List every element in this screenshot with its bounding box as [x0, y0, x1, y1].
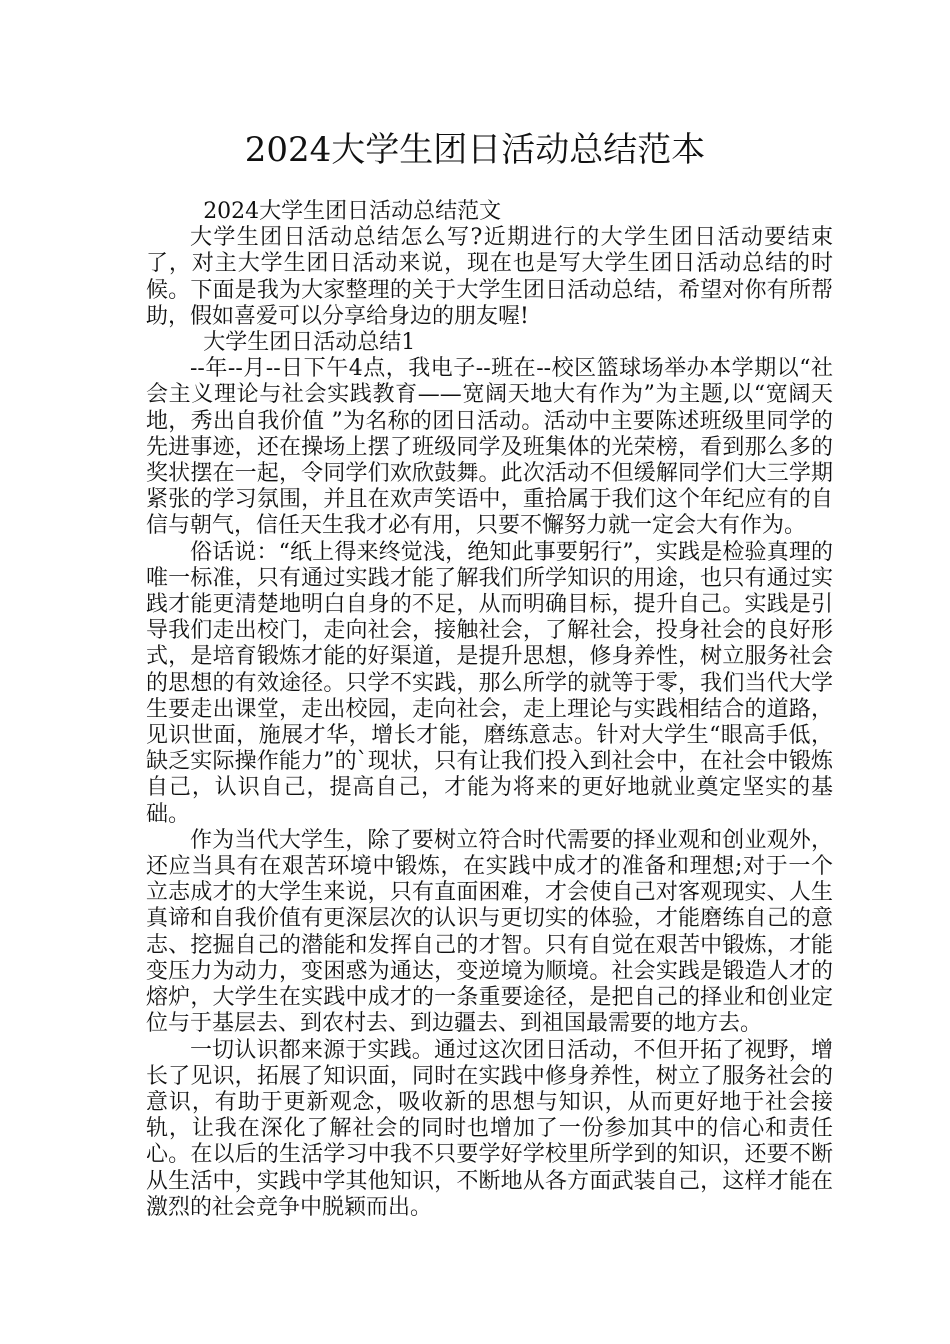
body-paragraph: 一切认识都来源于实践。通过这次团日活动，不但开拓了视野，增长了见识，拓展了知识面，同时在实践中修身养性，树立了服务社会的意识，有助于更新观念，吸收新的思想与知识，从而更好地于社会接轨，让我在深化了解社会的同时也增加了一份参加其中的信心和责任心。在以后的生活学习中我不只要学好学校里所学到的知识，还要不断从生活中，实践中学其他知识，不断地从各方面武装自己，这样才能在激烈的社会竞争中脱颖而出。	[146, 1037, 833, 1220]
body-paragraph: 俗话说：“纸上得来终觉浅，绝知此事要躬行”，实践是检验真理的唯一标准，只有通过实践才能了解我们所学知识的用途，也只有通过实践才能更清楚地明白自身的不足，从而明确目标，提升自己。实践是引导我们走出校门，走向社会，接触社会，了解社会，投身社会的良好形式，是培育锻炼才能的好渠道，是提升思想，修身养性，树立服务社会的思想的有效途径。只学不实践，那么所学的就等于零，我们当代大学生要走出课堂，走出校园，走向社会，走上理论与实践相结合的道路，见识世面，施展才华，增长才能，磨练意志。针对大学生“眼高手低，缺乏实际操作能力”的`现状，只有让我们投入到社会中，在社会中锻炼自己，认识自己，提高自己，才能为将来的更好地就业奠定坚实的基础。	[146, 539, 833, 827]
document-body	[146, 199, 833, 1221]
body-paragraph: --年--月--日下午4点，我电子--班在--校区篮球场举办本学期以“社会主义理论与社会实践教育——宽阔天地大有作为”为主题,以“宽阔天地，秀出自我价值 ”为名称的团日活动。活动中主要陈述班级里同学的先进事迹，还在操场上摆了班级同学及班集体的光荣榜，看到那么多的奖状摆在一起，令同学们欢欣鼓舞。此次活动不但缓解同学们大三学期紧张的学习氛围，并且在欢声笑语中，重拾属于我们这个年纪应有的自信与朝气，信任天生我才必有用，只要不懈努力就一定会大有作为。	[146, 356, 833, 539]
document-subtitle: 2024大学生团日活动总结范文	[203, 199, 502, 224]
body-paragraph: 作为当代大学生，除了要树立符合时代需要的择业观和创业观外，还应当具有在艰苦环境中锻炼，在实践中成才的准备和理想;对于一个立志成才的大学生来说，只有直面困难，才会使自己对客观现实、人生真谛和自我价值有更深层次的认识与更切实的体验，才能磨练自己的意志、挖掘自己的潜能和发挥自己的才智。只有自觉在艰苦中锻炼，才能变压力为动力，变困惑为通达，变逆境为顺境。社会实践是锻造人才的熔炉，大学生在实践中成才的一条重要途径，是把自己的择业和创业定位与于基层去、到农村去、到边疆去、到祖国最需要的地方去。	[146, 827, 833, 1037]
section-heading: 大学生团日活动总结1	[203, 330, 416, 356]
intro-paragraph: 大学生团日活动总结怎么写?近期进行的大学生团日活动要结束了，对主大学生团日活动来说，现在也是写大学生团日活动总结的时候。下面是我为大家整理的关于大学生团日活动总结，希望对你有所帮助，假如喜爱可以分享给身边的朋友喔!	[146, 225, 833, 329]
document-title: 2024大学生团日活动总结范本	[244, 130, 706, 170]
